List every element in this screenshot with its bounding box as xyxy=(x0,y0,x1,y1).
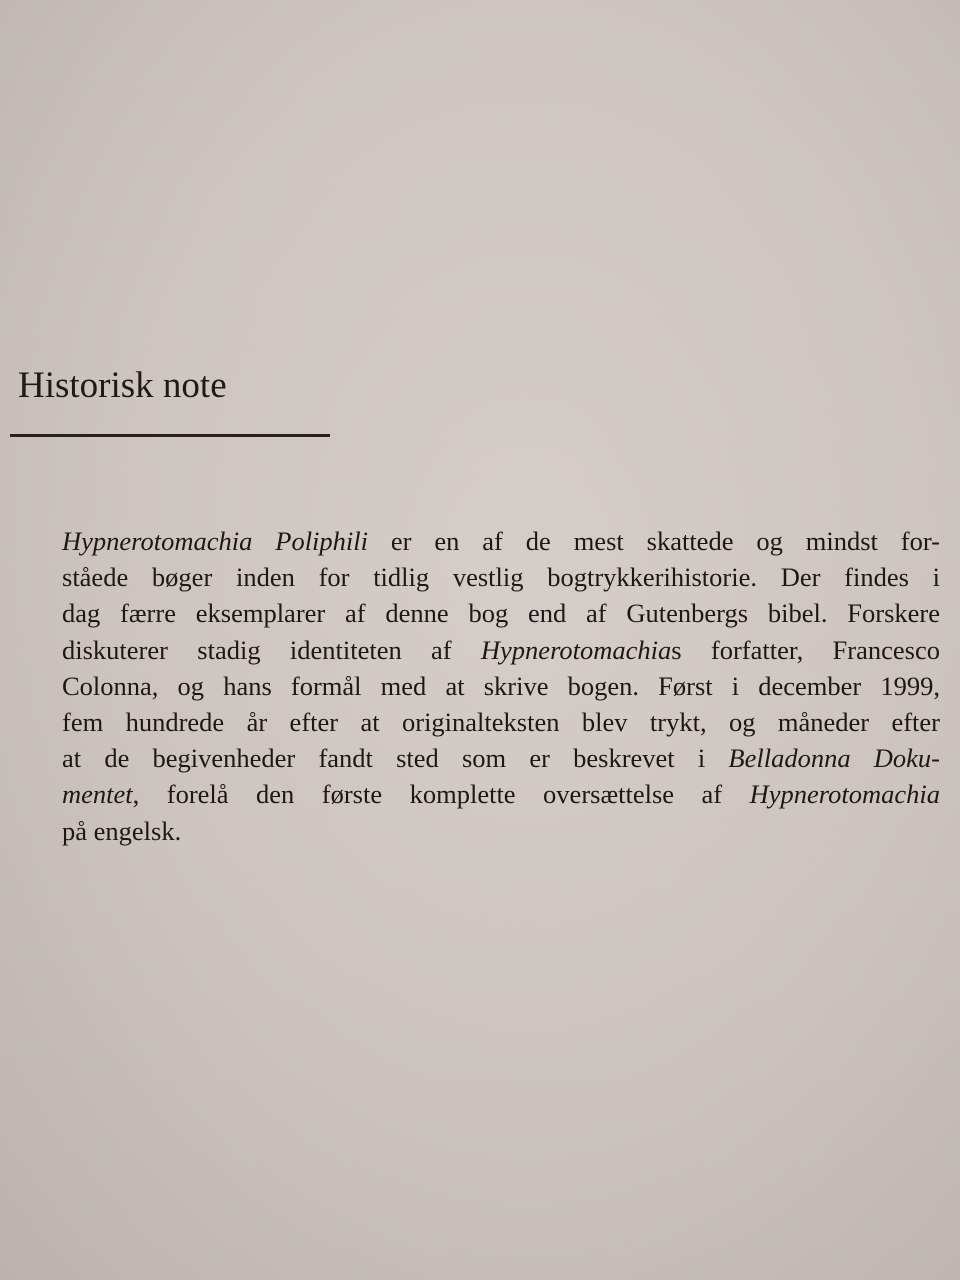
text-line xyxy=(62,704,940,740)
text-line xyxy=(62,740,940,776)
text-line xyxy=(62,813,940,849)
text-line xyxy=(62,668,940,704)
italic-title-span: Hypnerotomachia xyxy=(480,634,672,665)
italic-title-span: Hypnerotomachia xyxy=(749,779,940,810)
text-span: diskuterer stadig identiteten af xyxy=(62,634,481,665)
text-span: Colonna, og hans formål med at skrive bogen. Først i december 1999, xyxy=(62,670,940,701)
text-span: ståede bøger inden for tidlig vestlig bogtrykkerihistorie. Der findes i xyxy=(62,562,940,593)
text-span: dag færre eksemplarer af denne bog end af Gutenbergs bibel. Forskere xyxy=(62,598,940,629)
text-line xyxy=(62,632,940,668)
italic-title-span: Hypnerotomachia Poliphili xyxy=(62,526,369,556)
text-span: s forfatter, Francesco xyxy=(671,634,940,665)
italic-title-span: mentet xyxy=(62,779,133,810)
text-line xyxy=(62,595,940,631)
section-heading: Historisk note xyxy=(18,365,227,406)
text-span: , forelå den første komplette oversættelse af xyxy=(132,779,750,810)
text-line xyxy=(62,559,940,595)
text-line xyxy=(62,523,940,559)
text-span: er en af de mest skattede og mindst for- xyxy=(368,526,940,556)
italic-title-span: Belladonna Doku- xyxy=(728,743,940,774)
text-span: at de begivenheder fandt sted som er beskrevet i xyxy=(62,743,729,774)
text-line xyxy=(62,776,940,812)
heading-underline-rule xyxy=(10,434,330,437)
text-span: fem hundrede år efter at originalteksten blev trykt, og måneder efter xyxy=(62,707,940,738)
text-span: på engelsk. xyxy=(62,815,182,846)
body-paragraph xyxy=(62,523,940,849)
